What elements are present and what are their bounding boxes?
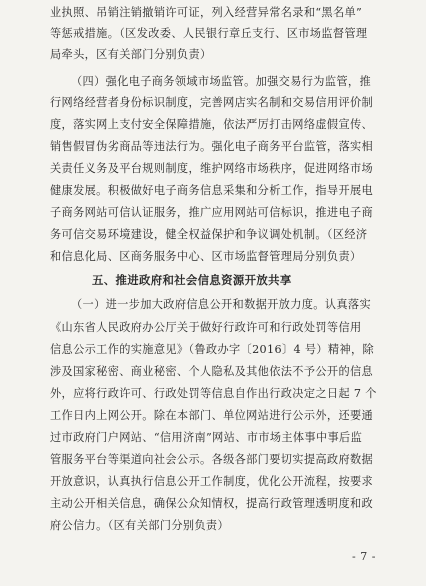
paragraph-first-line: （一）进一步加大政府信息公开和数据开放力度。认真落实 xyxy=(71,298,371,311)
text-line: 工作日内上网公开。除在本部门、单位网站进行公示外，还要通 xyxy=(50,409,374,422)
page-number: - 7 - xyxy=(352,550,376,563)
text-line: 主动公开相关信息，确保公众知情权，提高行政管理透明度和政 xyxy=(50,497,374,510)
text-line: 行网络经营者身份标识制度，完善网店实名制和交易信用评价制 xyxy=(50,96,374,109)
text-line: 务可信交易环境建设，健全权益保护和争议调处机制。（区经济 xyxy=(50,228,368,241)
text-line: 和信息化局、区商务服务中心、区市场监督管理局分别负责） xyxy=(50,250,362,263)
text-line: 过市政府门户网站、“信用济南”网站、市市场主体事中事后监 xyxy=(50,431,363,444)
text-line: 等惩戒措施。（区发改委、人民银行章丘支行、区市场监督管理 xyxy=(50,27,368,40)
text-line: 涉及国家秘密、商业秘密、个人隐私及其他依法不予公开的信息 xyxy=(50,365,374,378)
paragraph-first-line: （四）强化电子商务领域市场监管。加强交易行为监管，推 xyxy=(71,75,371,88)
text-line: 销售假冒伪劣商品等违法行为。强化电子商务平台监管，落实相 xyxy=(50,140,374,153)
text-line: 《山东省人民政府办公厅关于做好行政许可和行政处罚等信用 xyxy=(50,321,362,334)
text-line: 健康发展。积极做好电子商务信息采集和分析工作，指导开展电 xyxy=(50,184,374,197)
text-line: 管服务平台等渠道向社会公示。各级各部门要切实提高政府数据 xyxy=(50,453,374,466)
text-line: 度，落实网上支付安全保障措施，依法严厉打击网络虚假宣传、 xyxy=(50,118,374,131)
section-heading: 五、推进政府和社会信息资源开放共享 xyxy=(92,273,292,287)
text-line: 开放意识，认真执行信息公开工作制度，优化公开流程，按要求 xyxy=(50,475,374,488)
text-line: 外，应将行政许可、行政处罚等信息自作出行政决定之日起 7 个 xyxy=(50,387,377,400)
text-line: 业执照、吊销注销撤销许可证，列入经营异常名录和“黑名单” xyxy=(50,6,363,19)
text-line: 信息公示工作的实施意见》（鲁政办字〔2016〕4 号）精神，除 xyxy=(50,343,375,356)
text-line: 关责任义务及平台规则制度，维护网络市场秩序，促进网络市场 xyxy=(50,162,374,175)
text-line: 府公信力。（区有关部门分别负责） xyxy=(50,519,230,532)
text-line: 子商务网站可信认证服务，推广应用网站可信标识，推进电子商 xyxy=(50,206,374,219)
text-line: 局牵头，区有关部门分别负责） xyxy=(50,48,212,61)
